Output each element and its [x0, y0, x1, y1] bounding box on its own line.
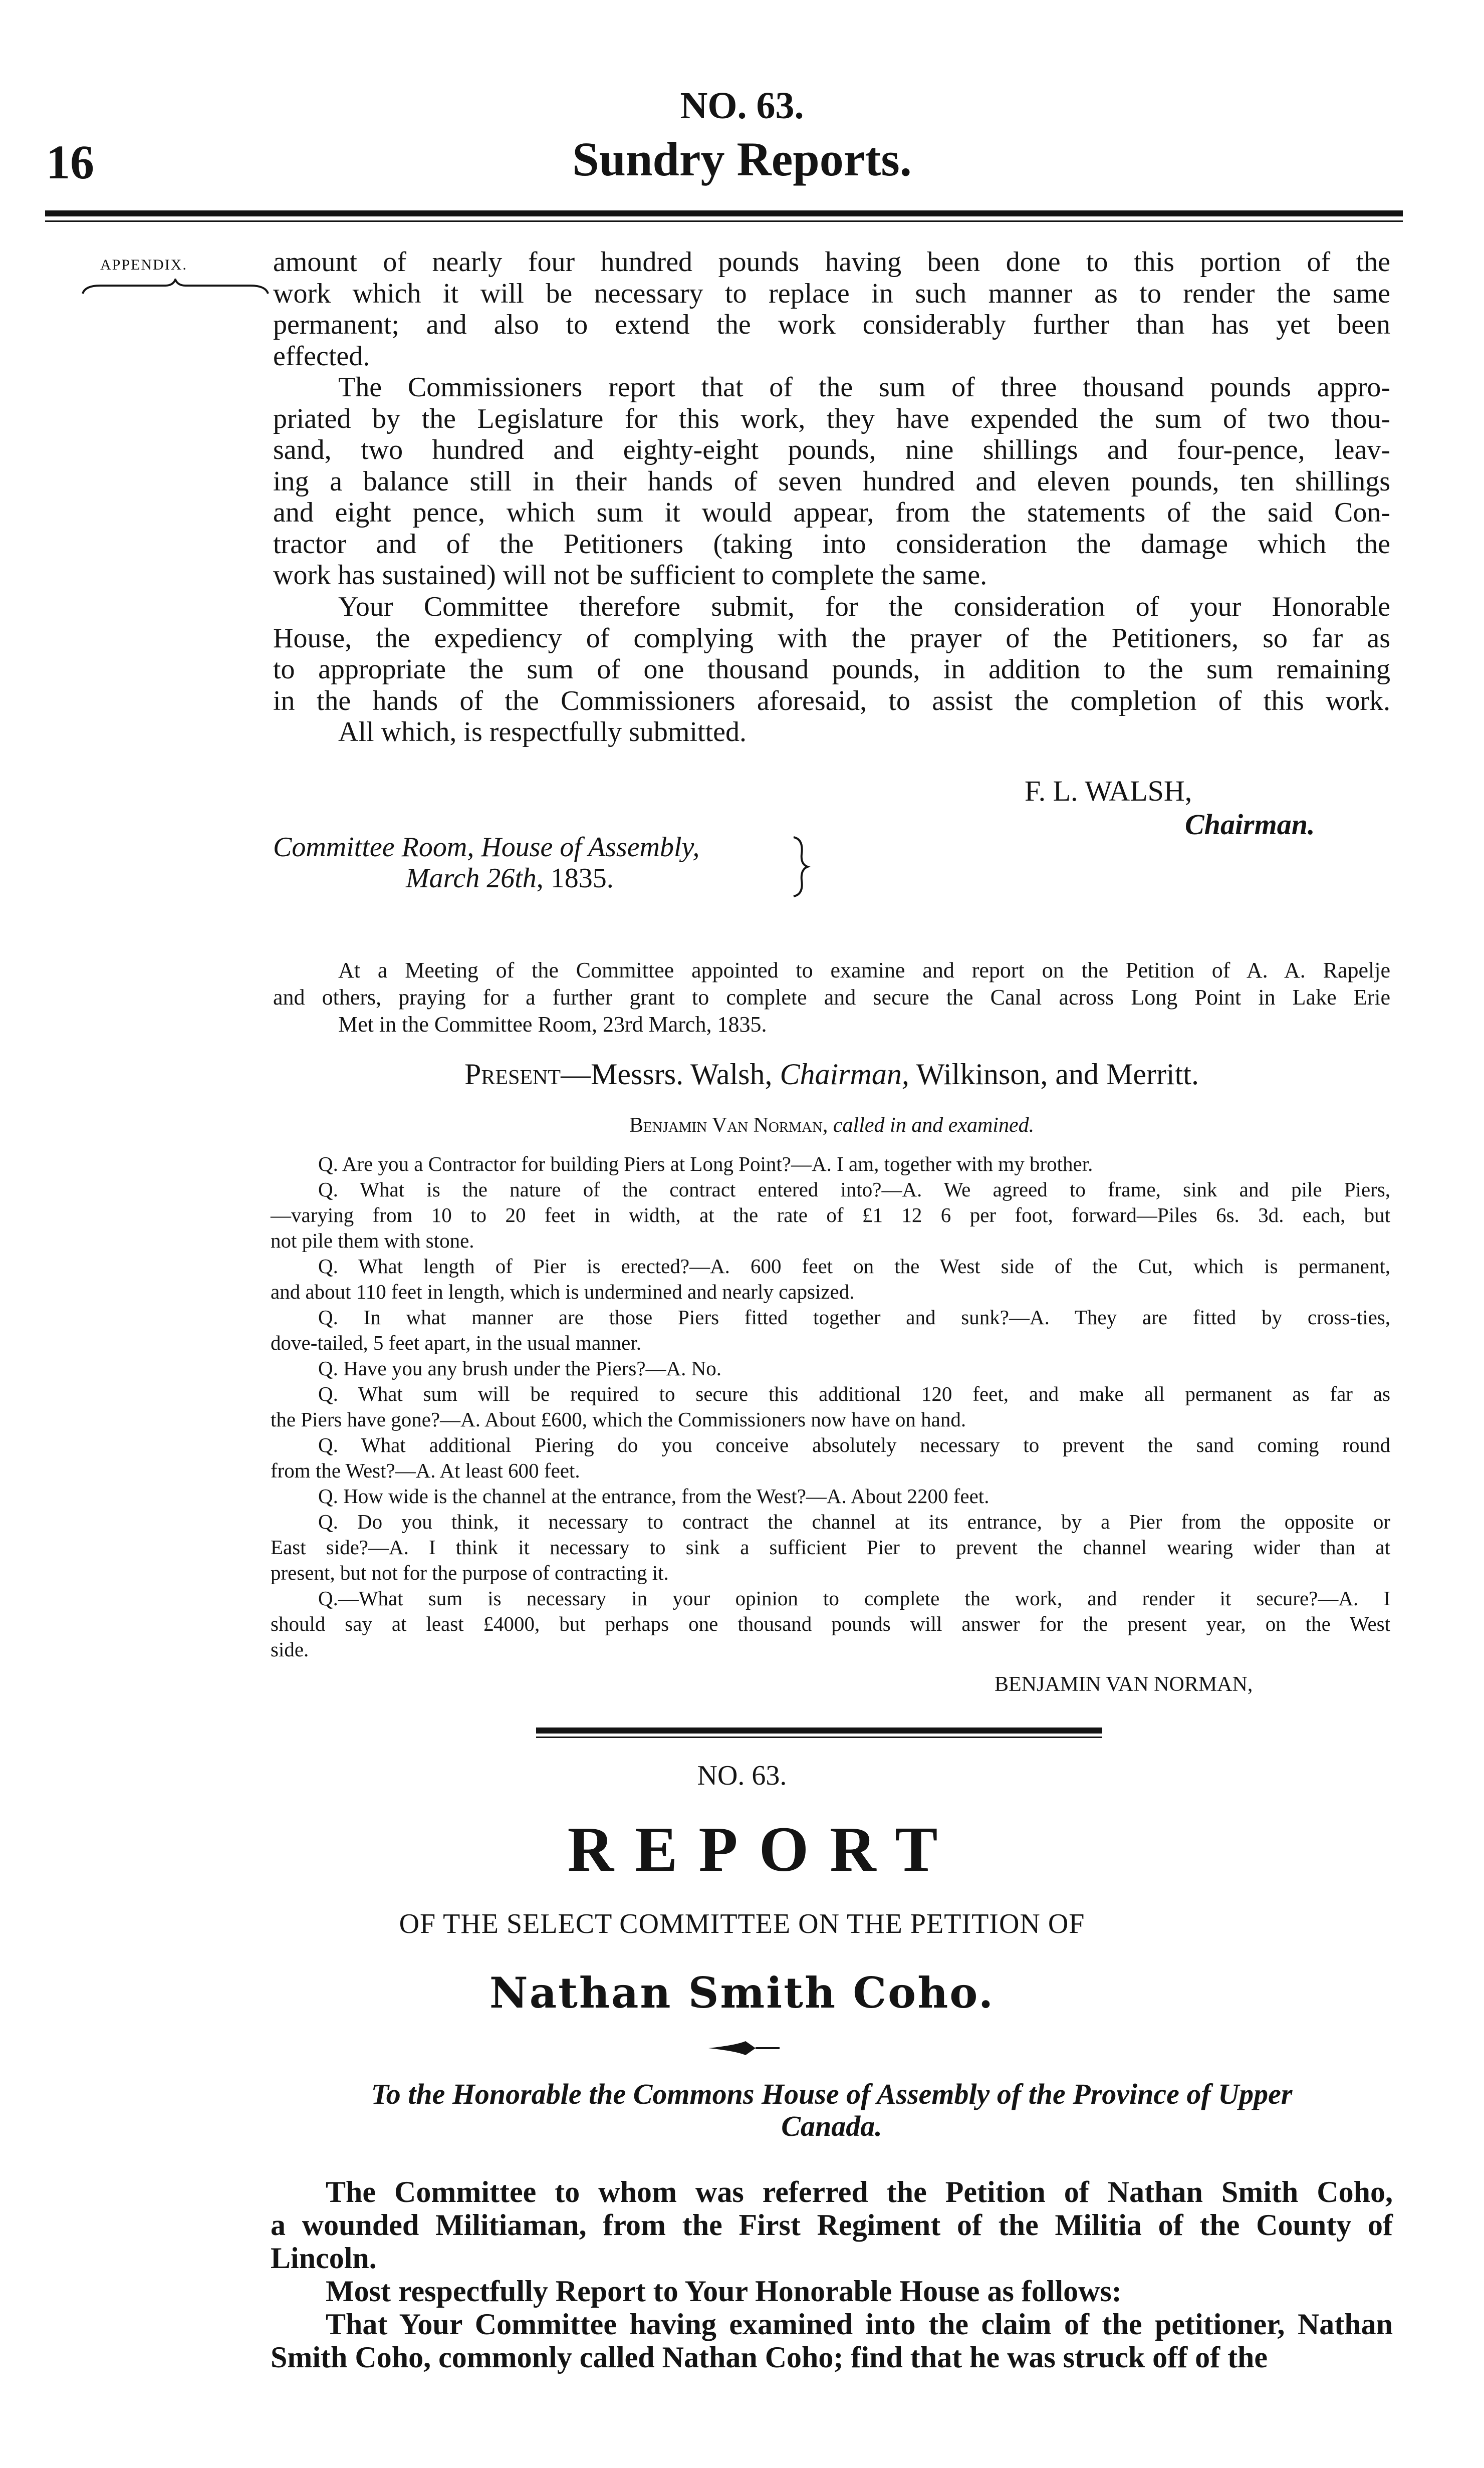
text-line: Q. Do you think, it necessary to contract the channel at its entrance, by a Pier from the opposite or	[318, 1510, 1390, 1533]
present-label: Present	[464, 1058, 561, 1091]
text-line: work which it will be necessary to replace in such manner as to render the same	[273, 278, 1390, 309]
signature-name: F. L. WALSH,	[1025, 775, 1192, 807]
witness-name: Benjamin Van Norman,	[629, 1114, 828, 1137]
text-line: from the West?—A. At least 600 feet.	[271, 1459, 580, 1482]
text-line: permanent; and also to extend the work considerably further than has yet been	[273, 309, 1390, 340]
text-line: should say at least £4000, but perhaps one thousand pounds will answer for the present year, on the West	[271, 1612, 1390, 1635]
text-line: Q. What is the nature of the contract entered into?—A. We agreed to frame, sink and pile Piers,	[318, 1178, 1390, 1201]
text-line: to appropriate the sum of one thousand pounds, in addition to the sum remaining	[273, 654, 1390, 685]
witness-signature: BENJAMIN VAN NORMAN,	[995, 1673, 1253, 1696]
date-line	[273, 863, 699, 894]
address-line: To the Honorable the Commons House of Assembly of the Province of Upper	[371, 2078, 1293, 2110]
text-line: That Your Committee having examined into the claim of the petitioner, Nathan	[326, 2308, 1393, 2341]
text-line: Met in the Committee Room, 23rd March, 1835.	[338, 1012, 767, 1037]
report2-title: REPORT	[567, 1814, 959, 1885]
document-number: NO. 63.	[680, 85, 804, 127]
text-line: At a Meeting of the Committee appointed to examine and report on the Petition of A. A. Rapelje	[338, 958, 1390, 982]
report2-subtitle: OF THE SELECT COMMITTEE ON THE PETITION OF	[399, 1908, 1085, 1939]
header-rule-thin	[45, 220, 1403, 222]
appendix-brace	[80, 279, 271, 299]
place-date	[273, 832, 699, 894]
text-line: in the hands of the Commissioners aforesaid, to assist the completion of this work.	[273, 685, 1390, 716]
testimony	[271, 1151, 1390, 1662]
witness-line	[273, 1113, 1390, 1137]
text-line: Q. What additional Piering do you conceive absolutely necessary to prevent the sand coming round	[318, 1433, 1390, 1456]
text-line: dove-tailed, 5 feet apart, in the usual manner.	[271, 1331, 642, 1354]
section-rule-thick	[536, 1727, 1102, 1734]
text-line: not pile them with stone.	[271, 1229, 474, 1252]
text-line: The Committee to whom was referred the Petition of Nathan Smith Coho,	[326, 2175, 1393, 2208]
witness-note: called in and examined.	[833, 1114, 1035, 1137]
text-line: House, the expediency of complying with the prayer of the Petitioners, so far as	[273, 622, 1390, 654]
text-line: Q. How wide is the channel at the entrance, from the West?—A. About 2200 feet.	[318, 1485, 990, 1508]
present-names-rest: Wilkinson, and Merritt.	[909, 1058, 1199, 1091]
text-line: sand, two hundred and eighty-eight pounds, nine shillings and four-pence, leav-	[273, 434, 1390, 465]
present-names: —Messrs. Walsh,	[561, 1058, 780, 1091]
text-line: a wounded Militiaman, from the First Regiment of the Militia of the County of	[271, 2208, 1393, 2242]
text-line: tractor and of the Petitioners (taking into consideration the damage which the	[273, 528, 1390, 560]
text-line: and eight pence, which sum it would appear, from the statements of the said Con-	[273, 497, 1390, 528]
text-line: Q. In what manner are those Piers fitted together and sunk?—A. They are fitted by cross-ties,	[318, 1306, 1390, 1329]
petitioner-name: Nathan Smith Coho.	[489, 1968, 995, 2018]
text-line: Most respectfully Report to Your Honorable House as follows:	[326, 2275, 1122, 2308]
present-chairman: Chairman,	[780, 1058, 909, 1091]
report1-paragraph-2	[273, 372, 1390, 591]
report2-body	[271, 2175, 1393, 2374]
text-line: ing a balance still in their hands of seven hundred and eleven pounds, ten shillings	[273, 465, 1390, 497]
text-line: Q.—What sum is necessary in your opinion to complete the work, and render it secure?—A. I	[318, 1587, 1390, 1610]
date-month: March	[406, 863, 480, 894]
text-line: —varying from 10 to 20 feet in width, at the rate of £1 12 6 per foot, forward—Piles 6s. 3d. each, but	[271, 1203, 1390, 1226]
meeting-intro	[273, 957, 1390, 1038]
text-line: effected.	[273, 340, 370, 372]
text-line: Q. What sum will be required to secure this additional 120 feet, and make all permanent as far as	[318, 1382, 1390, 1405]
page-number: 16	[46, 135, 94, 189]
text-line: side.	[271, 1638, 309, 1661]
date-day: 26th	[486, 863, 537, 894]
text-line: and about 110 feet in length, which is undermined and nearly capsized.	[271, 1280, 855, 1303]
address-block	[273, 2078, 1390, 2142]
text-line: and others, praying for a further grant to complete and secure the Canal across Long Point in Lake Erie	[273, 985, 1390, 1010]
text-line: The Commissioners report that of the sum of three thousand pounds appro-	[338, 372, 1390, 403]
text-line: Q. Are you a Contractor for building Piers at Long Point?—A. I am, together with my brother.	[318, 1152, 1093, 1175]
report1-paragraph-1	[273, 246, 1390, 372]
ornament-icon	[706, 2038, 782, 2058]
appendix-label: APPENDIX.	[100, 257, 187, 273]
text-line: Smith Coho, commonly called Nathan Coho; find that he was struck off of the	[271, 2341, 1268, 2374]
text-line: Q. Have you any brush under the Piers?—A. No.	[318, 1357, 722, 1380]
present-line	[273, 1057, 1390, 1092]
report1-paragraph-3	[273, 591, 1390, 748]
text-line: priated by the Legislature for this work, they have expended the sum of two thou-	[273, 403, 1390, 434]
text-line: Q. What length of Pier is erected?—A. 600 feet on the West side of the Cut, which is permanent,	[318, 1255, 1390, 1278]
report2-number: NO. 63.	[697, 1760, 787, 1791]
brace-icon	[791, 834, 811, 899]
date-year: , 1835.	[536, 863, 614, 894]
text-line: East side?—A. I think it necessary to sink a sufficient Pier to prevent the channel wearing wider than at	[271, 1536, 1390, 1559]
text-line: Your Committee therefore submit, for the consideration of your Honorable	[338, 591, 1390, 622]
text-line: work has sustained) will not be sufficient to complete the same.	[273, 560, 987, 591]
signature-title: Chairman.	[1185, 808, 1315, 841]
page-title: Sundry Reports.	[572, 132, 912, 186]
text-line: amount of nearly four hundred pounds having been done to this portion of the	[273, 246, 1390, 278]
text-line: the Piers have gone?—A. About £600, which the Commissioners now have on hand.	[271, 1408, 966, 1431]
place-line: Committee Room, House of Assembly,	[273, 832, 700, 863]
text-line: All which, is respectfully submitted.	[338, 716, 747, 748]
section-rule-thin	[536, 1737, 1102, 1738]
header-rule-thick	[45, 210, 1403, 216]
address-line: Canada.	[781, 2110, 882, 2142]
text-line: present, but not for the purpose of contracting it.	[271, 1561, 669, 1584]
text-line: Lincoln.	[271, 2242, 377, 2275]
